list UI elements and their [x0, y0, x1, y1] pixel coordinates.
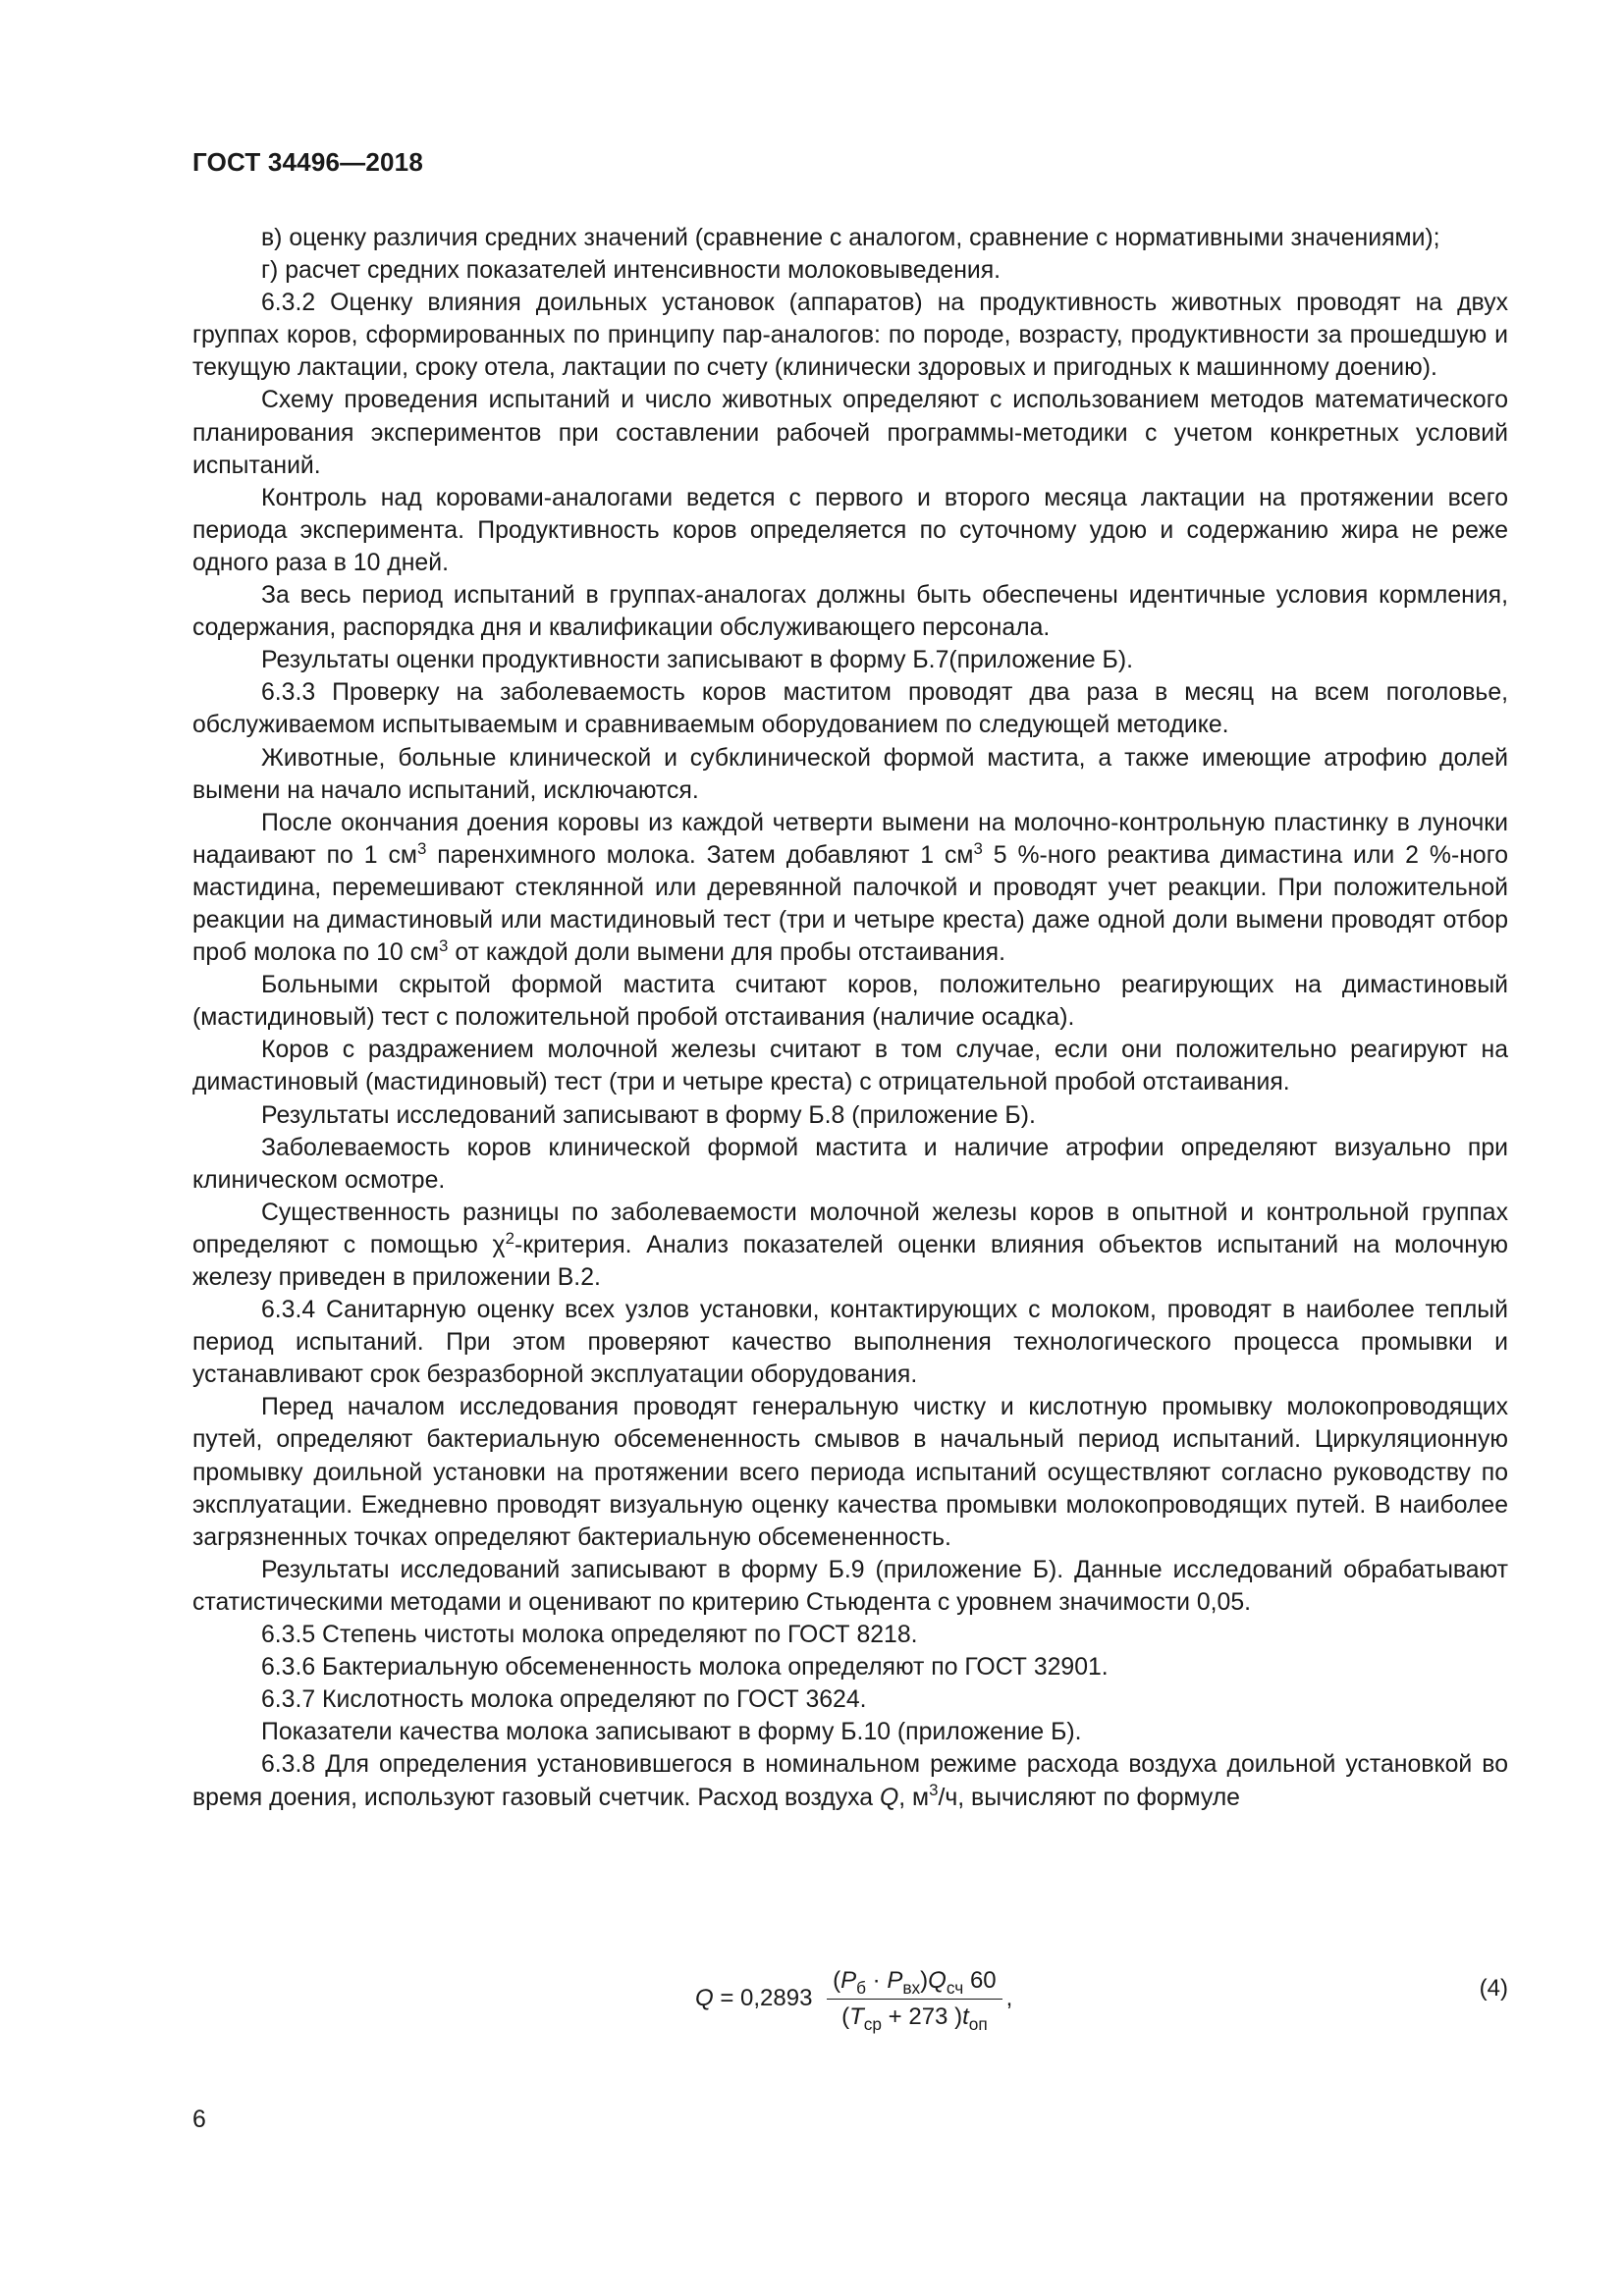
- formula-numerator: [827, 1967, 1002, 2000]
- paragraph-1: г) расчет средних показателей интенсивности молоковыведения.: [261, 257, 1001, 285]
- paragraph-15: 6.3.4 Санитарную оценку всех узлов установки, контактирующих с молоком, проводят в наиболее теплый период испытаний. При этом проверяют качество выполнения технологического процесса промывки и устанавливают срок безразборной эксплуатации оборудования.: [192, 1297, 1508, 1389]
- superscript: 3: [929, 1781, 939, 1800]
- paragraph-9-text-b: паренхимного молока. Затем добавляют 1 см: [426, 841, 974, 869]
- paragraph-8: Животные, больные клинической и субклинической формой мастита, а также имеющие атрофию долей вымени на начало испытаний, исключаются.: [192, 744, 1508, 804]
- paragraph-22-text-c: /ч, вычисляют по формуле: [938, 1784, 1240, 1811]
- paragraph-5: За весь период испытаний в группах-аналогах должны быть обеспечены идентичные условия кормления, содержания, распорядка дня и квалификации обслуживающего персонала.: [192, 582, 1508, 642]
- paragraph-16: Перед началом исследования проводят генеральную чистку и кислотную промывку молокопроводящих путей, определяют бактериальную обсемененность смывов в начальный период испытаний. Циркуляционную промывку доильной установки на протяжении всего периода испытаний осуществляют согласно руководству по эксплуатации. Ежедневно проводят визуальную оценку качества промывки молокопроводящих путей. В наиболее загрязненных точках определяют бактериальную обсемененность.: [192, 1394, 1508, 1551]
- paragraph-22-text-b: , м: [898, 1784, 930, 1811]
- paren: ): [920, 1966, 929, 1994]
- sub-op: оп: [968, 2013, 988, 2034]
- paren: (: [833, 1966, 841, 1994]
- paren: (: [841, 2002, 850, 2030]
- paragraph-3: Схему проведения испытаний и число животных определяют с использованием методов математического планирования экспериментов при составлении рабочей программы-методики с учетом конкретных условий испытаний.: [192, 387, 1508, 479]
- paragraph-22-text-a: 6.3.8 Для определения установившегося в номинальном режиме расхода воздуха доильной установкой во время доения, используют газовый счетчик. Расход воздуха: [192, 1751, 1508, 1811]
- paragraph-6: Результаты оценки продуктивности записывают в форму Б.7(приложение Б).: [261, 647, 1133, 674]
- dot: ·: [866, 1966, 888, 1994]
- superscript: 3: [439, 935, 449, 955]
- paragraph-14-text-a: Существенность разницы по заболеваемости молочной железы коров в опытной и контрольной группах определяют с помощью χ: [192, 1199, 1508, 1258]
- formula-denominator: [836, 2000, 994, 2034]
- var-p-b: P: [840, 1966, 857, 1994]
- formula-fraction: [827, 1966, 1002, 2034]
- formula-row: [192, 1959, 1508, 2038]
- num-tail: 60: [963, 1966, 997, 1994]
- formula-comma: ,: [1005, 1985, 1013, 2011]
- var-q-sch: Q: [928, 1966, 947, 1994]
- paragraph-21: Показатели качества молока записывают в форму Б.10 (приложение Б).: [261, 1719, 1082, 1746]
- var-t-op: t: [962, 2002, 969, 2030]
- document-header: ГОСТ 34496—2018: [192, 147, 423, 177]
- sub-sr: ср: [863, 2013, 882, 2034]
- paragraph-18: 6.3.5 Степень чистоты молока определяют по ГОСТ 8218.: [261, 1622, 918, 1649]
- variable-q: Q: [879, 1784, 899, 1811]
- paragraph-14-text-b: -критерия. Анализ показателей оценки влияния объектов испытаний на молочную железу приведен в приложении В.2.: [192, 1231, 1508, 1291]
- sub-sch: сч: [946, 1977, 964, 1998]
- paragraph-17: Результаты исследований записывают в форму Б.9 (приложение Б). Данные исследований обрабатывают статистическими методами и оценивают по критерию Стьюдента с уровнем значимости 0,05.: [192, 1556, 1508, 1616]
- paragraph-20: 6.3.7 Кислотность молока определяют по ГОСТ 3624.: [261, 1686, 867, 1714]
- paragraph-0: в) оценку различия средних значений (сравнение с аналогом, сравнение с нормативными значениями);: [261, 225, 1440, 251]
- superscript: 3: [973, 838, 983, 858]
- paragraph-2: 6.3.2 Оценку влияния доильных установок (аппаратов) на продуктивность животных проводят на двух группах коров, сформированных по принципу пар-аналогов: по породе, возрасту, продуктивности за прошедшую и текущую лактации, сроку отела, лактации по счету (клинически здоровых и пригодных к машинному доению).: [192, 290, 1508, 382]
- sub-b: б: [856, 1977, 867, 1998]
- den-plus: + 273 ): [882, 2002, 963, 2030]
- document-body: [192, 222, 1508, 1814]
- paragraph-4: Контроль над коровами-аналогами ведется с первого и второго месяца лактации на протяжении всего периода эксперимента. Продуктивность коров определяется по суточному удою и содержанию жира не реже одного раза в 10 дней.: [192, 484, 1508, 576]
- paragraph-14: [192, 1197, 1508, 1294]
- var-p-vx: P: [887, 1966, 903, 1994]
- formula: [695, 1959, 1012, 2038]
- formula-constant: = 0,2893: [713, 1985, 820, 2011]
- var-t-sr: T: [849, 2002, 864, 2030]
- paragraph-9-text-d: от каждой доли вымени для пробы отстаивания.: [448, 939, 1005, 967]
- paragraph-22: [192, 1748, 1508, 1813]
- paragraph-12: Результаты исследований записывают в форму Б.8 (приложение Б).: [261, 1101, 1036, 1129]
- equation-number: (4): [1479, 1975, 1508, 2002]
- paragraph-9-text-c: 5 %-ного реактива димастина или 2 %-ного мастидина, перемешивают стеклянной или деревянной палочкой и проводят учет реакции. При положительной реакции на димастиновый или мастидиновый тест (три и четыре креста) даже одной доли вымени проводят отбор проб молока по 10 см: [192, 841, 1508, 967]
- paragraph-10: Больными скрытой формой мастита считают коров, положительно реагирующих на димастиновый (мастидиновый) тест с положительной пробой отстаивания (наличие осадка).: [192, 972, 1508, 1032]
- paragraph-7: 6.3.3 Проверку на заболеваемость коров маститом проводят два раза в месяц на всем поголовье, обслуживаемом испытываемым и сравниваемым оборудованием по следующей методике.: [192, 679, 1508, 739]
- paragraph-11: Коров с раздражением молочной железы считают в том случае, если они положительно реагируют на димастиновый (мастидиновый) тест (три и четыре креста) с отрицательной пробой отстаивания.: [192, 1037, 1508, 1096]
- paragraph-9-text-a: После окончания доения коровы из каждой четверти вымени на молочно-контрольную пластинку в луночки надаивают по 1 см: [192, 809, 1508, 869]
- formula-lhs: Q: [695, 1985, 714, 2011]
- paragraph-19: 6.3.6 Бактериальную обсемененность молока определяют по ГОСТ 32901.: [261, 1654, 1109, 1682]
- paragraph-9: [192, 807, 1508, 969]
- superscript: 2: [505, 1228, 514, 1248]
- page-number: 6: [192, 2107, 206, 2133]
- superscript: 3: [416, 838, 427, 858]
- paragraph-13: Заболеваемость коров клинической формой мастита и наличие атрофии определяют визуально при клиническом осмотре.: [192, 1134, 1508, 1194]
- sub-vx: вх: [902, 1977, 921, 1998]
